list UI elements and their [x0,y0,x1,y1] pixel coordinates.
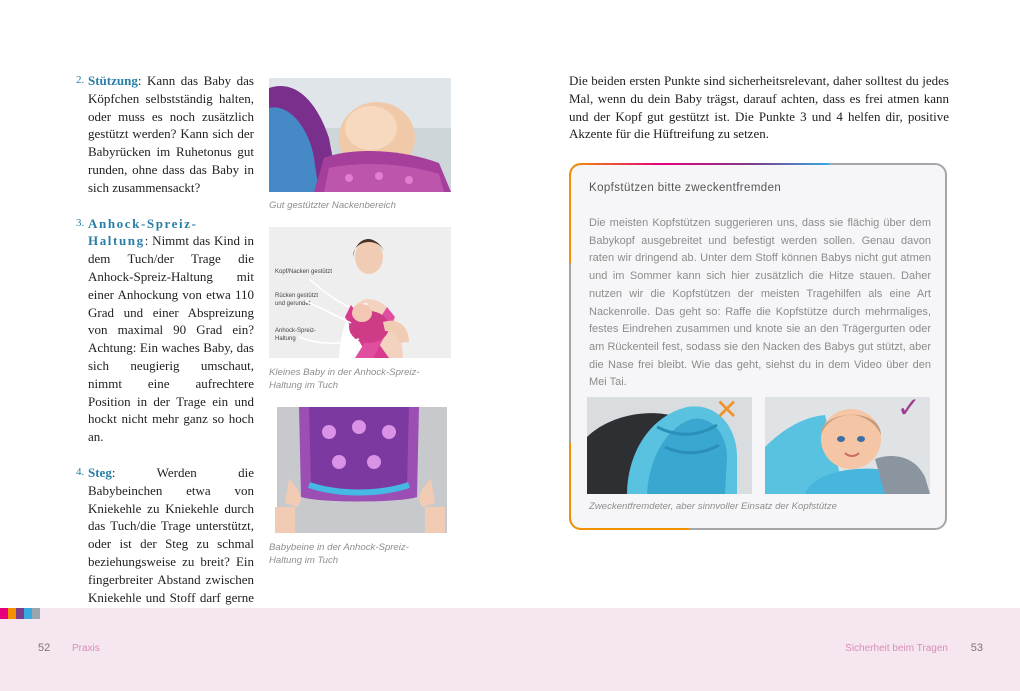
cross-icon: ✕ [715,393,739,426]
criteria-list [76,72,254,642]
photo-label: Haltung [275,336,296,342]
item-text: : Kann das Baby das Köpfchen selbstständig halten, oder muss es noch zusätzlich gestützt werden? Kann sich der Babyrücken im Ruhetonus gut runden, ohne dass das Baby in sich zusammensackt? [88,73,254,195]
list-item [76,464,254,624]
color-bar [24,608,32,619]
info-box-title: Kopfstützen bitte zweckentfremden [589,182,782,194]
photo-newborn-in-wrap [269,227,451,358]
item-number: 3. [76,216,85,229]
color-bar [16,608,24,619]
right-page-number: 53 [970,642,983,654]
color-bar [0,608,8,619]
item-text: : Nimmt das Kind in dem Tuch/der Trage die Anhock-Spreiz-Haltung mit einer Anhockung von etwa 110 Grad und einer Abspreizung von maximal 90 Grad ein? Achtung: Ein waches Baby, das sich neugierig umschaut, nimmt eine aufrechtere Position in der Trage ein und hockt nicht mehr ganz so hoch an. [88,233,254,445]
list-item [76,72,254,197]
item-number: 2. [76,74,85,86]
info-box-caption: Zweckentfremdeter, aber sinnvoller Einsatz der Kopfstütze [589,501,837,512]
photo-neck-support [269,78,451,192]
footer-color-bars [0,608,40,619]
page-footer [0,608,1020,691]
photo-label: und gerundet [275,301,311,307]
item-term: Anhock-Spreiz-Haltung [88,215,198,249]
checkmark-icon: ✓ [897,391,921,424]
photo-baby-legs [269,407,451,533]
photo-caption: Gut gestützter Nackenbereich [269,200,396,211]
photo-label: Rücken gestützt [275,293,319,299]
list-item [76,215,254,446]
item-number: 4. [76,465,85,478]
color-bar [8,608,16,619]
left-section-name: Praxis [72,643,100,654]
info-box-body: Die meisten Kopfstützen suggerieren uns, dass sie flächig über dem Babykopf ausgebreitet und befestigt werden sollen. Genau davon raten wir dringend ab. Unter dem Stoff können Babys nicht gut atmen und im Sommer kann sich hier zusätzlich die Hitze stauen. Daher nutzen wir die Kopfstützen der meisten Tragehilfen als eine Art Nackenrolle. Das geht so: Raffe die Kopfstütze durch mehrmaliges, festes Eindrehen zusammen und knote sie an den Trägergurten oder am Rückenteil fest, sodass sie den Nacken des Babys gut stützt, aber die Nase frei bleibt. Wie das geht, siehst du in dem Video über den Mei Tai. [589,217,931,389]
item-term: Steg [88,464,112,480]
item-term: Stützung [88,73,138,88]
photo-caption: Kleines Baby in der Anhock-Spreiz-Haltung im Tuch [269,367,420,391]
photo-label: Anhock-Spreiz- [275,328,317,334]
info-box [569,163,947,530]
intro-paragraph: Die beiden ersten Punkte sind sicherheitsrelevant, daher solltest du jedes Mal, wenn du dein Baby trägst, darauf achten, dass es frei atmen kann und der Kopf gut gestützt ist. Die Punkte 3 und 4 helfen dir, positive Akzente für die Hüftreifung zu setzen. [569,73,949,142]
color-bar [32,608,40,619]
photo-label: Kopf/Nacken gestützt [275,269,333,275]
photo-caption: Babybeine in der Anhock-Spreiz-Haltung im Tuch [269,542,409,566]
left-page-number: 52 [38,642,51,654]
right-section-name: Sicherheit beim Tragen [845,643,948,654]
item-text: : Werden die Babybeinchen etwa von Kniekehle zu Kniekehle durch das Tuch/die Trage unterstützt, oder ist der Steg zu schmal beziehungsweise zu breit? Ein fingerbreiter Abstand zwischen Kniekehle und Stoff darf gerne [88,464,254,605]
